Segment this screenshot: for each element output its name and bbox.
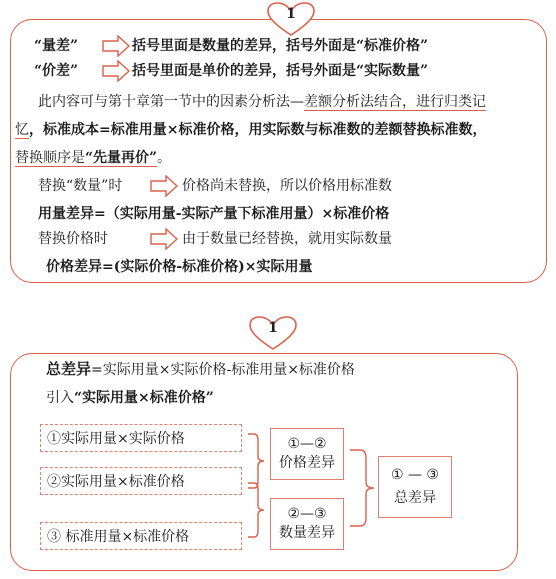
para-line-1: 此内容可与第十章第一节中的因素分析法—差额分析法结合，进行归类记 — [38, 94, 486, 110]
replace-qty-label: 替换“数量”时 — [38, 178, 123, 194]
replace-price-label: 替换价格时 — [38, 231, 108, 247]
usage-variance-formula: 用量差异=（实际用量-实际产量下标准用量）×标准价格 — [38, 206, 390, 222]
bracket-total — [348, 448, 378, 528]
jiacha-desc: 括号里面是单价的差异，括号外面是“实际数量” — [132, 63, 429, 79]
item-std-qty-std-price: ③ 标准用量×标准价格 — [40, 522, 242, 550]
bracket-2-3 — [246, 481, 268, 539]
item-actual-qty-std-price: ②实际用量×标准价格 — [40, 467, 242, 495]
para-line-2: 忆，标准成本=标准用量×标准价格，用实际数与标准数的差额替换标准数， — [15, 122, 487, 138]
para-line-3: 替换顺序是“先量再价”。 — [15, 150, 172, 166]
heart-badge-2 — [248, 316, 298, 352]
right-arrow-icon — [102, 35, 130, 57]
right-arrow-icon — [150, 175, 178, 197]
intro-line: 引入“实际用量×标准价格” — [46, 390, 214, 406]
heart-badge-1 — [266, 2, 316, 38]
price-variance-formula: 价格差异=(实际价格-标准价格)×实际用量 — [46, 259, 313, 275]
total-variance-line: 总差异=实际用量×实际价格-标准用量×标准价格 — [46, 360, 355, 378]
total-variance-box: ① — ③ 总差异 — [378, 456, 452, 518]
replace-qty-desc: 价格尚未替换，所以价格用标准数 — [182, 178, 392, 194]
item-actual-qty-actual-price: ①实际用量×实际价格 — [40, 424, 242, 452]
price-variance-box: ①—② 价格差异 — [270, 428, 344, 480]
right-arrow-icon — [102, 60, 130, 82]
term-liangcha: “量差” — [34, 38, 79, 54]
replace-price-desc: 由于数量已经替换，就用实际数量 — [182, 231, 392, 247]
badge-number: 1 — [268, 320, 278, 336]
liangcha-desc: 括号里面是数量的差异，括号外面是“标准价格” — [132, 38, 429, 54]
underlined-method: 差额分析法结合，进行归类记 — [304, 94, 486, 110]
term-jiacha: “价差” — [34, 63, 79, 79]
quantity-variance-box: ②—③ 数量差异 — [270, 498, 344, 550]
right-arrow-icon — [150, 228, 178, 250]
badge-number: 1 — [286, 6, 296, 22]
